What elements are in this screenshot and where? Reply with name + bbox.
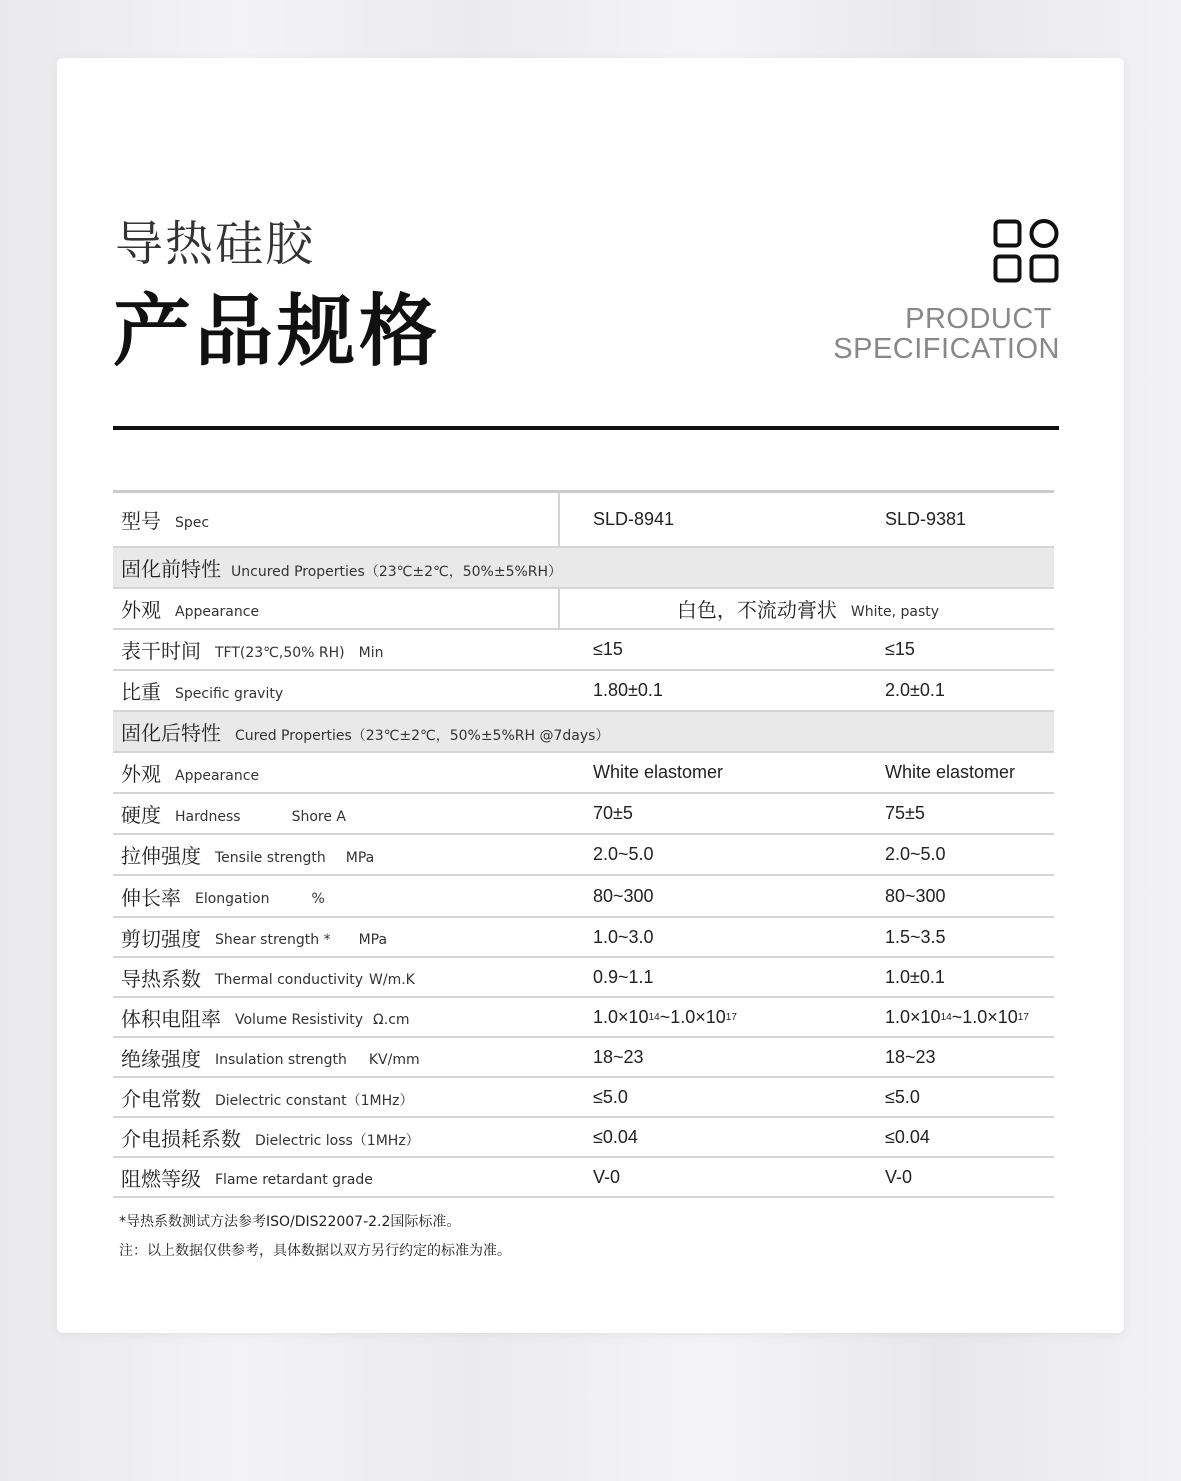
value-model-1: 1.80±0.1: [593, 680, 663, 700]
english-title: [833, 304, 1060, 364]
value-model-1: ≤5.0: [593, 1086, 628, 1107]
row-label-cn: 介电常数: [121, 1086, 201, 1111]
value-model-2: 2.0±0.1: [885, 680, 945, 700]
section-label-cn: 固化后特性: [121, 721, 221, 745]
row-label-cn: 表干时间: [121, 639, 201, 663]
row-label-en: Flame retardant grade: [215, 1172, 373, 1188]
row-unit: W/m.K: [369, 972, 415, 988]
row-label-cn: 导热系数: [121, 966, 201, 991]
value-model-1: 0.9~1.1: [593, 966, 654, 987]
row-label-en: Elongation: [195, 891, 270, 907]
section-header-uncured: [113, 548, 1054, 589]
row-label-en: Spec: [175, 514, 210, 531]
footnote-test-method: *导热系数测试方法参考ISO/DIS22007-2.2国际标准。: [119, 1214, 461, 1230]
row-label-cn: 硬度: [121, 803, 161, 827]
table-row-flame-retardant-grade: [113, 1158, 1054, 1198]
row-label-en: TFT(23℃,50% RH): [215, 644, 345, 661]
table-row-elongation: [113, 876, 1054, 918]
table-row-dielectric-loss: [113, 1118, 1054, 1158]
table-row-insulation-strength: [113, 1038, 1054, 1078]
table-row-appearance-uncured: [113, 589, 1054, 630]
value-model-1: 18~23: [593, 1046, 644, 1067]
row-label-cn: 伸长率: [121, 885, 181, 910]
section-label-en: Uncured Properties（23℃±2℃，50%±5%RH）: [231, 563, 563, 580]
spec-table: [113, 490, 1054, 1198]
row-label-cn: 剪切强度: [121, 926, 201, 951]
value-model-1: 1.0×10 14 ~1.0×10 17: [593, 1006, 737, 1027]
row-unit: MPa: [345, 849, 375, 866]
row-label-cn: 阻燃等级: [121, 1166, 201, 1191]
table-row-gravity: [113, 671, 1054, 712]
page-subtitle: 导热硅胶: [115, 216, 316, 272]
row-label-cn: 外观: [121, 598, 161, 622]
table-row-tensile-strength: [113, 835, 1054, 876]
table-row-dielectric-constant: [113, 1078, 1054, 1118]
row-unit: Min: [358, 644, 384, 661]
value-model-2: ≤15: [885, 639, 915, 659]
value-model-2: 1.0×10 14 ~1.0×10 17: [885, 1006, 1029, 1027]
value-model-1: 1.0~3.0: [593, 926, 654, 947]
value-model-1: ≤15: [593, 639, 623, 659]
row-label-en: Specific gravity: [175, 685, 284, 702]
row-unit: MPa: [358, 932, 388, 948]
row-label-en: Tensile strength: [215, 849, 326, 866]
value-model-1: 70±5: [593, 803, 633, 823]
row-unit: Shore A: [291, 808, 346, 825]
value-model-1: V-0: [593, 1166, 621, 1187]
header-divider: [113, 426, 1059, 430]
value-model-1: 80~300: [593, 885, 654, 906]
row-unit: %: [311, 891, 325, 907]
spec-card: [57, 58, 1124, 1333]
section-label-cn: 固化前特性: [121, 557, 221, 581]
footnotes: [119, 1208, 511, 1266]
value-model-1: ≤0.04: [593, 1126, 638, 1147]
table-row-thermal-conductivity: [113, 958, 1054, 998]
row-label-cn: 型号: [121, 509, 161, 533]
row-unit: KV/mm: [368, 1052, 420, 1068]
merged-value-cell: [558, 589, 1056, 628]
value-model-1: 2.0~5.0: [593, 844, 654, 864]
model-2-name: SLD-9381: [885, 509, 967, 529]
value-model-2: 1.5~3.5: [885, 926, 946, 947]
english-title-line1: PRODUCT: [905, 303, 1052, 335]
value-en: White, pasty: [850, 603, 940, 620]
table-row-spec: [113, 493, 1054, 548]
table-row-appearance-cured: [113, 753, 1054, 794]
column-divider: [558, 493, 560, 546]
row-label-en: Appearance: [175, 767, 260, 784]
value-model-2: 18~23: [885, 1046, 936, 1067]
value-model-2: ≤0.04: [885, 1126, 930, 1147]
row-label-en: Hardness: [175, 808, 241, 825]
row-label-en: Shear strength *: [215, 932, 331, 948]
table-row-tft: [113, 630, 1054, 671]
value-model-2: 2.0~5.0: [885, 844, 946, 864]
page-title: 产品规格: [113, 287, 442, 377]
value-cn: 白色，不流动膏状: [676, 598, 837, 622]
row-label-en: Volume Resistivity: [235, 1012, 364, 1028]
four-squares-grid-icon: [993, 219, 1059, 283]
row-unit: Ω.cm: [373, 1012, 410, 1028]
section-header-cured: [113, 712, 1054, 753]
table-row-volume-resistivity: [113, 998, 1054, 1038]
value-model-2: ≤5.0: [885, 1086, 920, 1107]
table-row-hardness: [113, 794, 1054, 835]
row-label-cn: 介电损耗系数: [121, 1126, 241, 1151]
value-model-1: White elastomer: [593, 762, 724, 782]
row-label-en: Dielectric constant（1MHz）: [215, 1093, 414, 1109]
row-label-cn: 拉伸强度: [121, 844, 201, 868]
row-label-en: Appearance: [175, 603, 260, 620]
section-label-en: Cured Properties（23℃±2℃，50%±5%RH @7days）: [235, 727, 610, 744]
english-title-line2: SPECIFICATION: [833, 333, 1060, 365]
row-label-cn: 体积电阻率: [121, 1006, 221, 1031]
value-model-2: 1.0±0.1: [885, 966, 945, 987]
table-row-shear-strength: [113, 918, 1054, 958]
row-label-en: Thermal conductivity: [215, 972, 364, 988]
row-label-en: Dielectric loss（1MHz）: [255, 1133, 420, 1149]
row-label-cn: 绝缘强度: [121, 1046, 201, 1071]
row-label-cn: 比重: [121, 680, 161, 704]
row-label-en: Insulation strength: [215, 1052, 347, 1068]
footnote-disclaimer: 注：以上数据仅供参考，具体数据以双方另行约定的标准为准。: [119, 1243, 511, 1259]
model-1-name: SLD-8941: [593, 509, 675, 529]
value-model-2: 75±5: [885, 803, 925, 823]
value-model-2: White elastomer: [885, 762, 1016, 782]
value-model-2: 80~300: [885, 885, 946, 906]
value-model-2: V-0: [885, 1166, 913, 1187]
row-label-cn: 外观: [121, 762, 161, 786]
